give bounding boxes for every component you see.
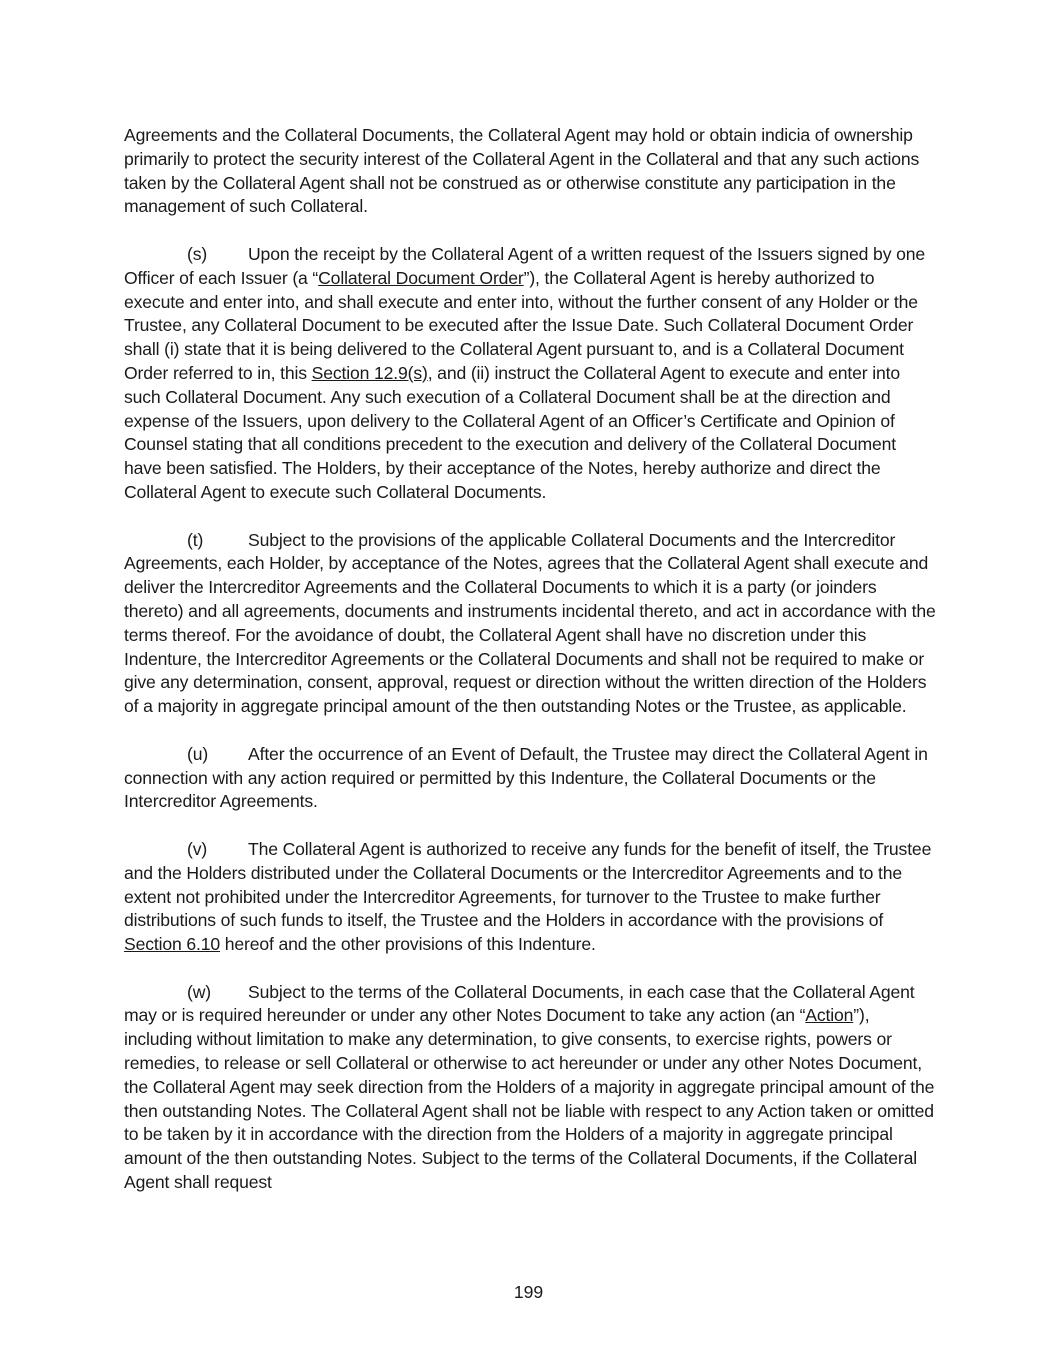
paragraph-text: Upon the receipt by the Collateral Agent of a written request of the Issuers signed by one Officer of each Issuer (a “ — [124, 243, 925, 288]
paragraph-marker: (w) — [187, 981, 211, 1002]
paragraph-marker: (s) — [187, 243, 208, 264]
paragraph-text: ”), including without limitation to make any determination, to give consents, to exercise rights, powers or remedies, to release or sell Collateral or otherwise to act hereunder or under any other Notes Document, the Collateral Agent may seek direction from the Holders of a majority in aggregate principal amount of the then outstanding Notes. The Collateral Agent shall not be liable with respect to any Action taken or omitted to be taken by it in accordance with the direction from the Holders of a majority in aggregate principal amount of the then outstanding Notes. Subject to the terms of the Collateral Documents, if the Collateral Agent shall request — [124, 1005, 935, 1193]
document-body — [124, 124, 936, 1219]
paragraph — [124, 124, 936, 219]
paragraph-marker: (t) — [187, 529, 204, 550]
paragraph-text: After the occurrence of an Event of Default, the Trustee may direct the Collateral Agent in connection with any action required or permitted by this Indenture, the Collateral Documents or the Intercreditor Agreements. — [124, 743, 928, 812]
defined-term: Action — [805, 1005, 854, 1026]
paragraph — [124, 838, 936, 957]
paragraph — [124, 529, 936, 719]
paragraph-text: The Collateral Agent is authorized to receive any funds for the benefit of itself, the Trustee and the Holders distributed under the Collateral Documents or the Intercreditor Agreements and to the extent not prohibited under the Intercreditor Agreements, for turnover to the Trustee to make further distributions of such funds to itself, the Trustee and the Holders in accordance with the provisions of — [124, 838, 932, 931]
defined-term: Section 6.10 — [124, 934, 221, 955]
paragraph-text: Subject to the terms of the Collateral Documents, in each case that the Collateral Agent may or is required hereunder or under any other Notes Document to take any action (an “ — [124, 981, 915, 1026]
defined-term: Collateral Document Order — [318, 267, 524, 288]
paragraph-text: ”), the Collateral Agent is hereby authorized to execute and enter into, and shall execute and enter into, without the further consent of any Holder or the Trustee, any Collateral Document to be executed after the Issue Date. Such Collateral Document Order shall (i) state that it is being delivered to the Collateral Agent pursuant to, and is a Collateral Document Order referred to in, this — [124, 267, 918, 383]
page-number: 199 — [513, 1282, 544, 1302]
paragraph — [124, 743, 936, 814]
defined-term: Section 12.9(s) — [311, 362, 428, 383]
paragraph-marker: (u) — [187, 743, 209, 764]
paragraph-text: hereof and the other provisions of this Indenture. — [220, 934, 596, 955]
paragraph-marker: (v) — [187, 838, 208, 859]
paragraph-text: , and (ii) instruct the Collateral Agent to execute and enter into such Collateral Document. Any such execution of a Collateral Document shall be at the direction and expense of the Issuers, upon delivery to the Collateral Agent of an Officer’s Certificate and Opinion of Counsel stating that all conditions precedent to the execution and delivery of the Collateral Document have been satisfied. The Holders, by their acceptance of the Notes, hereby authorize and direct the Collateral Agent to execute such Collateral Documents. — [124, 362, 900, 502]
paragraph — [124, 981, 936, 1195]
paragraph-text: Agreements and the Collateral Documents, the Collateral Agent may hold or obtain indicia of ownership primarily to protect the security interest of the Collateral Agent in the Collateral and that any such actions taken by the Collateral Agent shall not be construed as or otherwise constitute any participation in the management of such Collateral. — [124, 125, 920, 217]
paragraph — [124, 243, 936, 505]
paragraph-text: Subject to the provisions of the applicable Collateral Documents and the Intercreditor Agreements, each Holder, by acceptance of the Notes, agrees that the Collateral Agent shall execute and deliver the Intercreditor Agreements and the Collateral Documents to which it is a party (or joinders thereto) and all agreements, documents and instruments incidental thereto, and act in accordance with the terms thereof. For the avoidance of doubt, the Collateral Agent shall have no discretion under this Indenture, the Intercreditor Agreements or the Collateral Documents and shall not be required to make or give any determination, consent, approval, request or direction without the written direction of the Holders of a majority in aggregate principal amount of the then outstanding Notes or the Trustee, as applicable. — [124, 529, 936, 717]
